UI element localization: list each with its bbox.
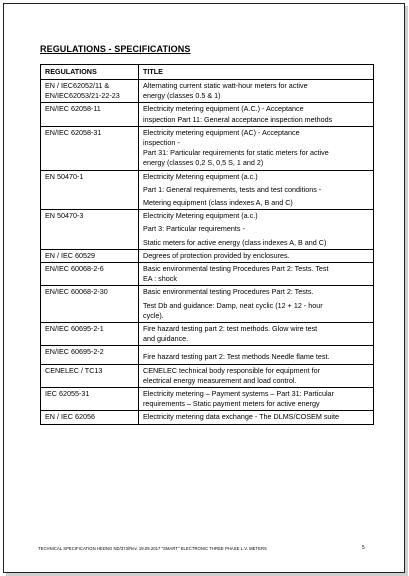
regulation-title-line: requirements – Static payment meters for active energy	[143, 399, 320, 409]
regulation-title-line: Degrees of protection provided by enclosures.	[143, 250, 290, 260]
regulation-title-line: cycle).	[143, 310, 164, 320]
regulation-title-line: Part 3: Particular requirements -	[143, 224, 245, 234]
table-row	[41, 286, 374, 323]
title-cell	[139, 249, 374, 262]
regulation-title-line: Electricity metering equipment (A.C.) - Acceptance	[143, 104, 304, 114]
regulation-code: EN / IEC 60529	[45, 250, 95, 260]
table-row	[41, 388, 374, 411]
table-row	[41, 80, 374, 103]
regulation-title-line: Electricity metering data exchange - The DLMS/COSEM suite	[143, 412, 340, 422]
regulation-code: EN/IEC 60068-2-30	[45, 287, 108, 297]
regulation-cell	[41, 103, 139, 126]
regulation-code: EN/IEC 60695-2-2	[45, 347, 104, 357]
regulation-code: EN/IEC 60068-2-6	[45, 264, 104, 274]
title-cell	[139, 210, 374, 250]
regulation-title-line: EA : shock	[143, 274, 177, 284]
regulation-title-line: Static meters for active energy (class indexes A, B and C)	[143, 237, 327, 247]
regulation-title-line: Part 1: General requirements, tests and test conditions -	[143, 184, 322, 194]
regulation-cell	[41, 126, 139, 170]
regulation-cell	[41, 263, 139, 286]
table-row	[41, 210, 374, 250]
regulation-code: EN/IEC62053/21-22-23	[45, 91, 120, 101]
regulation-title-line: Alternating current static watt-hour meters for active	[143, 81, 308, 90]
table-row	[41, 263, 374, 286]
title-cell	[139, 103, 374, 126]
regulation-code: EN 50470-1	[45, 171, 84, 181]
regulation-code: EN / IEC62052/11 &	[45, 81, 110, 90]
regulation-title-line: and guidance.	[143, 334, 189, 344]
regulation-title-line: electrical energy measurement and load control.	[143, 375, 297, 385]
regulation-title-line: Electricity metering – Payment systems – Part 31: Particular	[143, 389, 334, 399]
regulation-title-line: Basic environmental testing Procedures Part 2: Tests.	[143, 287, 314, 297]
table-row	[41, 323, 374, 346]
title-cell	[139, 323, 374, 346]
table-header-row	[41, 65, 374, 80]
regulation-code: EN / IEC 62056	[45, 412, 95, 422]
regulation-title-line: energy (classes 0,2 S, 0,5 S, 1 and 2)	[143, 158, 264, 168]
regulations-table	[40, 64, 374, 425]
title-cell	[139, 388, 374, 411]
regulation-code: EN 50470-3	[45, 211, 84, 221]
title-cell	[139, 346, 374, 364]
regulation-title-line: Electricity Metering equipment (a.c.)	[143, 211, 258, 221]
column-header-regulations: REGULATIONS	[41, 65, 139, 80]
regulation-title-line: Electricity metering equipment (AC) - Acceptance	[143, 127, 300, 137]
title-cell	[139, 170, 374, 210]
regulation-cell	[41, 210, 139, 250]
regulation-title-line: energy (classes 0.5 & 1)	[143, 91, 221, 101]
document-page	[3, 3, 405, 573]
title-cell	[139, 80, 374, 103]
title-cell	[139, 364, 374, 387]
regulation-title-line: Basic environmental testing Procedures Part 2: Tests. Test	[143, 264, 329, 274]
table-body	[41, 80, 374, 425]
regulation-title-line: Test Db and guidance: Damp, neat cyclic (12 + 12 - hour	[143, 300, 323, 310]
regulation-cell	[41, 286, 139, 323]
regulation-title-line: inspection Part 11: General acceptance inspection methods	[143, 114, 333, 124]
regulation-cell	[41, 323, 139, 346]
regulation-cell	[41, 388, 139, 411]
title-cell	[139, 411, 374, 424]
regulation-cell	[41, 170, 139, 210]
regulation-cell	[41, 249, 139, 262]
regulation-code: IEC 62055-31	[45, 389, 90, 399]
title-cell	[139, 286, 374, 323]
table-row	[41, 364, 374, 387]
regulation-cell	[41, 364, 139, 387]
regulation-code: EN/IEC 60695-2-1	[45, 324, 104, 334]
footer-text: TECHNICAL SPECIFICATION HEDNO ND/373/Rev. 19.09.2017 "SMART" ELECTRONIC THREE PHASE L.V. METERS	[38, 546, 267, 551]
regulation-code: EN/IEC 62058-31	[45, 127, 102, 137]
table-row	[41, 126, 374, 170]
regulation-title-line: Fire hazard testing part 2: test methods. Glow wire test	[143, 324, 318, 334]
title-cell	[139, 126, 374, 170]
table-row	[41, 170, 374, 210]
table-row	[41, 249, 374, 262]
regulation-title-line: Fire hazard testing part 2: Test methods Needle flame test.	[143, 352, 330, 362]
regulation-cell	[41, 346, 139, 364]
table-row	[41, 346, 374, 364]
regulation-title-line: CENELEC technical body responsible for equipment for	[143, 365, 320, 375]
regulation-code: EN/IEC 62058-11	[45, 104, 101, 114]
regulation-cell	[41, 411, 139, 424]
regulation-title-line: Metering equipment (class indexes A, B and C)	[143, 198, 293, 208]
regulation-cell	[41, 80, 139, 103]
regulation-title-line: inspection -	[143, 138, 180, 148]
title-cell	[139, 263, 374, 286]
section-heading: REGULATIONS - SPECIFICATIONS	[40, 44, 191, 54]
column-header-title: TITLE	[139, 65, 374, 80]
page-number: 5	[362, 545, 365, 551]
regulation-title-line: Part 31: Particular requirements for static meters for active	[143, 148, 329, 158]
table-row	[41, 103, 374, 126]
table-row	[41, 411, 374, 424]
regulation-code: CENELEC / TC13	[45, 365, 103, 375]
regulation-title-line: Electricity Metering equipment (a.c.)	[143, 171, 258, 181]
